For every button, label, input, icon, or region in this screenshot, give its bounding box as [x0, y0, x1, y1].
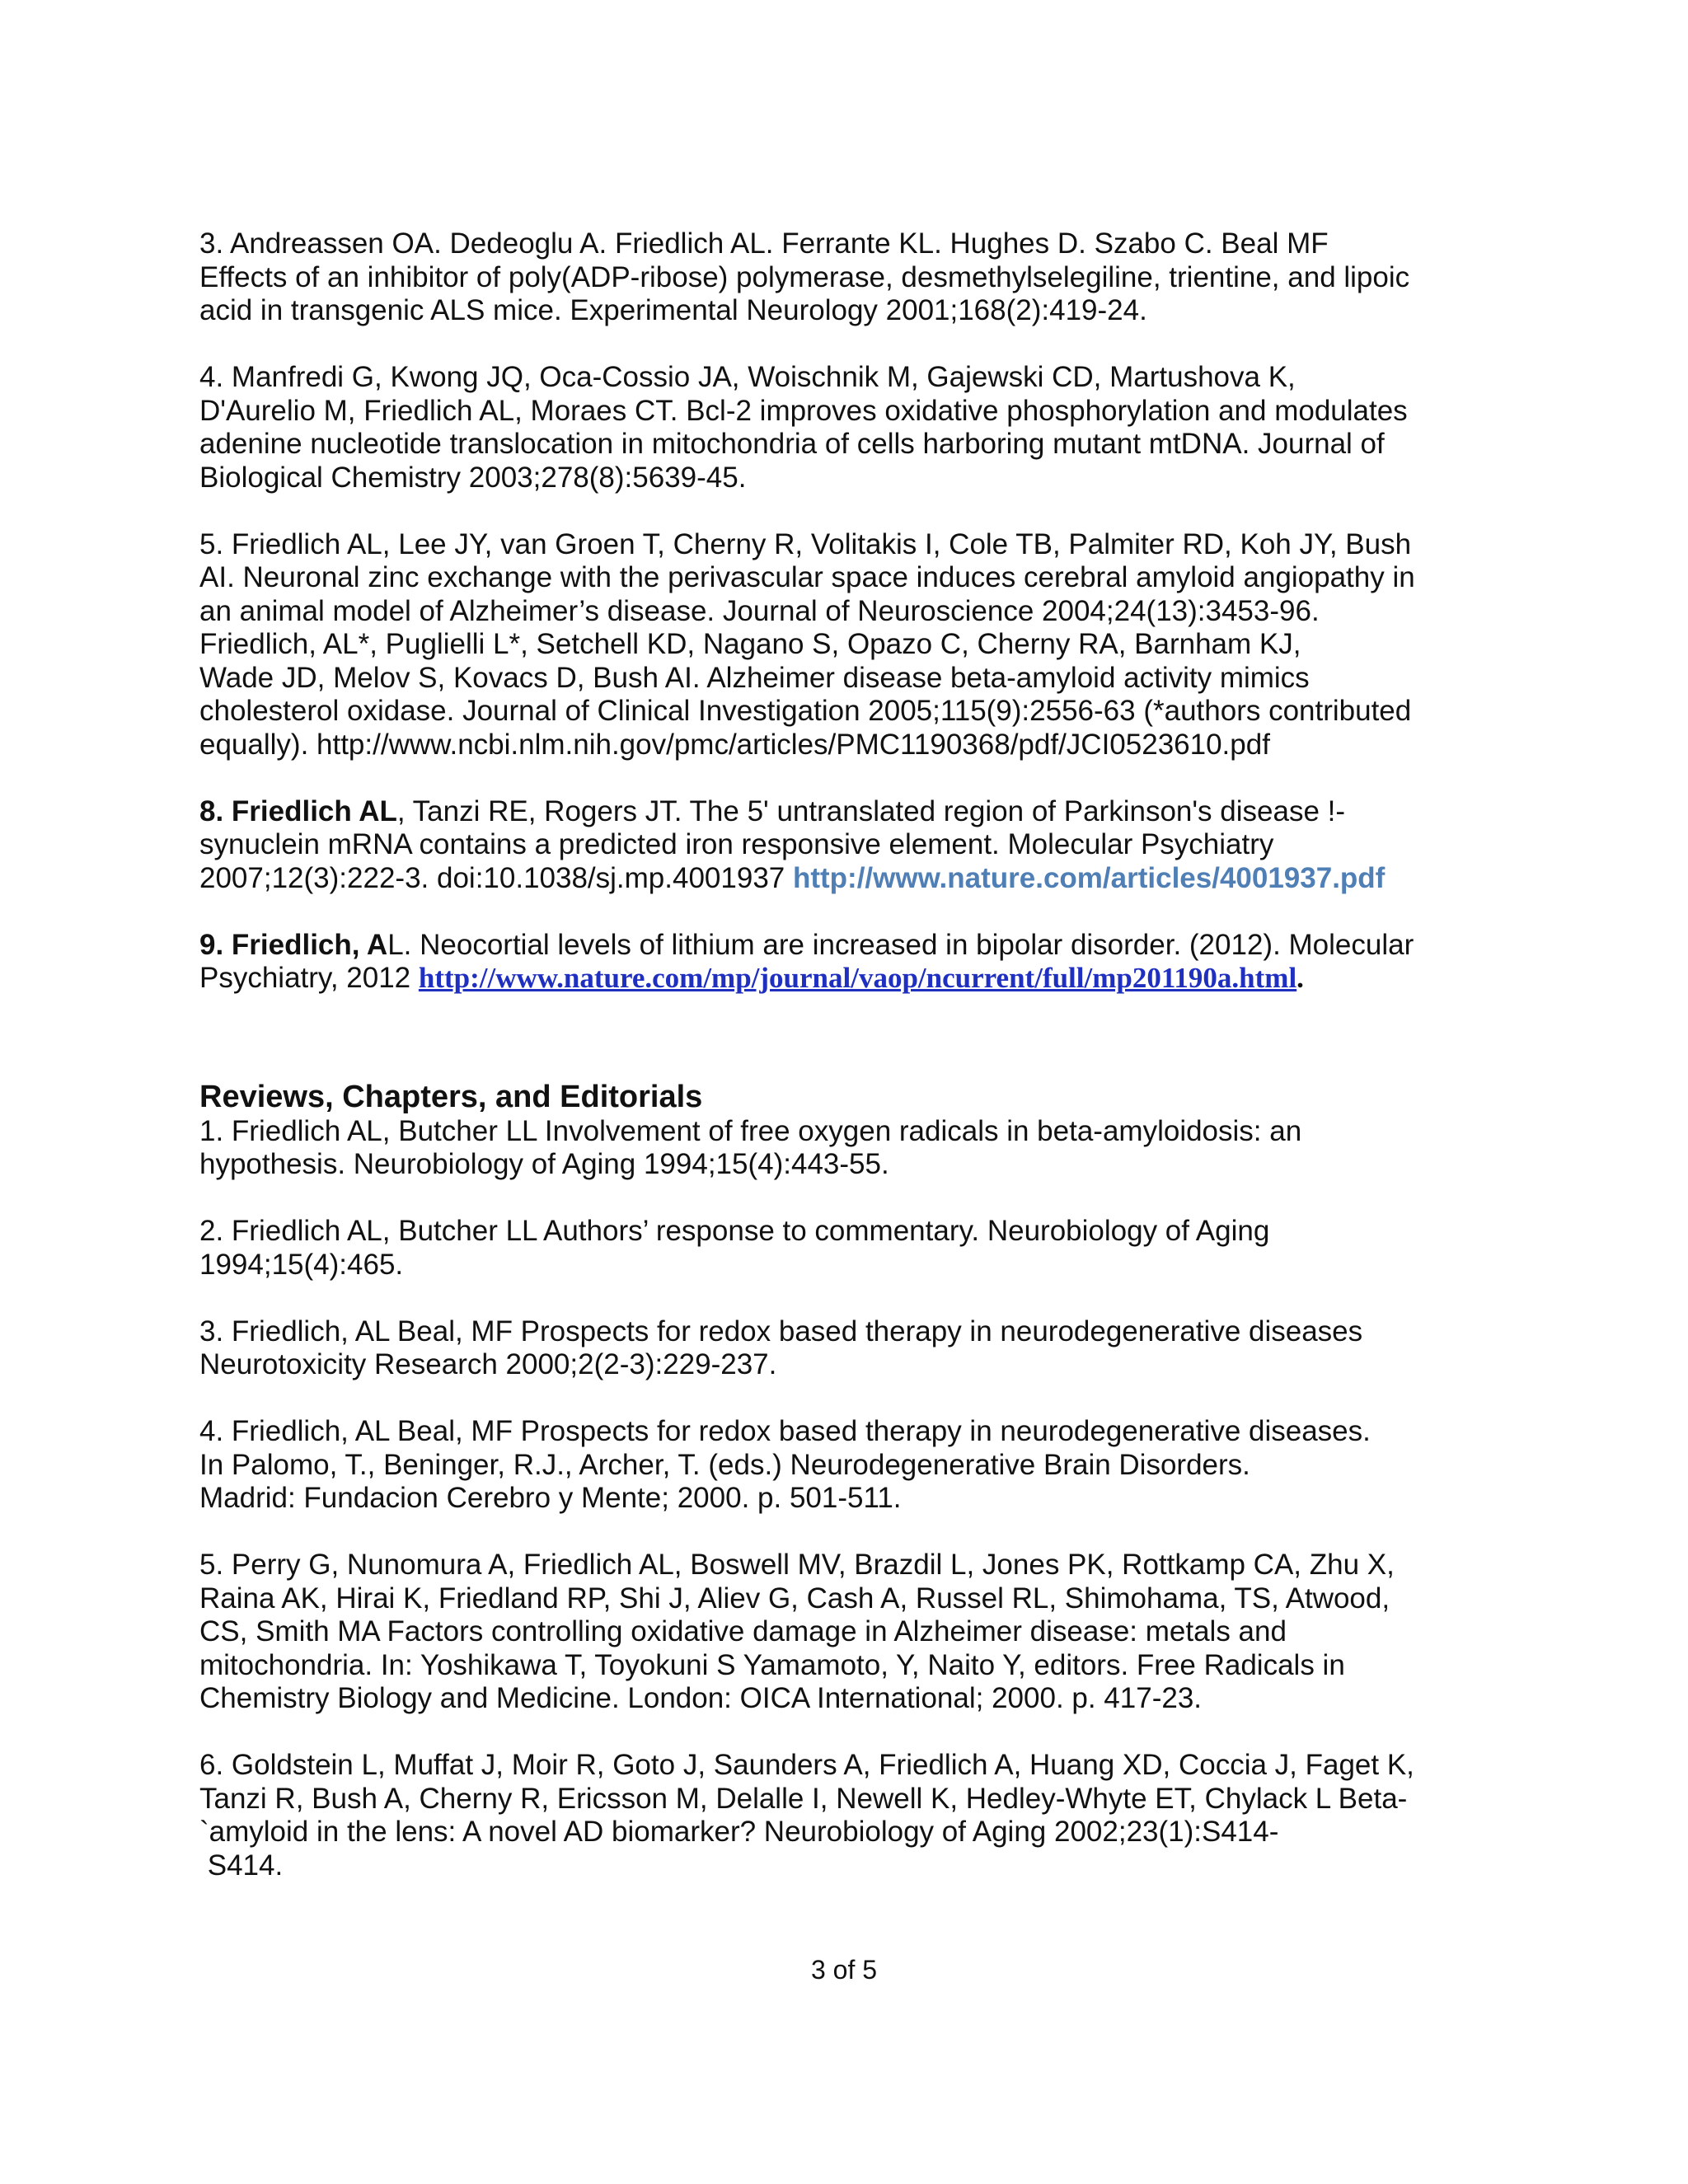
- publication-entry-5: [199, 528, 1502, 762]
- entry-line: adenine nucleotide translocation in mitochondria of cells harboring mutant mtDNA. Journal of: [199, 428, 1385, 460]
- publication-entry-4: [199, 361, 1502, 494]
- author-bold: 8. Friedlich AL: [199, 794, 397, 827]
- entry-line: Wade JD, Melov S, Kovacs D, Bush AI. Alzheimer disease beta-amyloid activity mimics: [199, 661, 1310, 694]
- entry-line: 6. Goldstein L, Muffat J, Moir R, Goto J, Saunders A, Friedlich A, Huang XD, Coccia J, Faget K,: [199, 1749, 1414, 1781]
- entry-line: 3. Friedlich, AL Beal, MF Prospects for redox based therapy in neurodegenerative diseases: [199, 1315, 1363, 1347]
- review-entry-3: [199, 1315, 1502, 1382]
- entry-line: hypothesis. Neurobiology of Aging 1994;15(4):443-55.: [199, 1148, 889, 1180]
- review-entry-6: [199, 1749, 1502, 1882]
- entry-line: [199, 862, 1502, 896]
- entry-line: [199, 929, 1502, 963]
- entry-line: 2. Friedlich AL, Butcher LL Authors’ response to commentary. Neurobiology of Aging: [199, 1215, 1270, 1247]
- review-entry-4: [199, 1415, 1502, 1516]
- entry-line: [199, 795, 1502, 829]
- pdf-link[interactable]: http://www.nature.com/articles/4001937.pdf: [792, 861, 1386, 894]
- entry-line: mitochondria. In: Yoshikawa T, Toyokuni S Yamamoto, Y, Naito Y, editors. Free Radicals in: [199, 1648, 1345, 1681]
- review-entry-5: [199, 1549, 1502, 1716]
- entry-line: synuclein mRNA contains a predicted iron responsive element. Molecular Psychiatry: [199, 828, 1274, 860]
- entry-line: an animal model of Alzheimer’s disease. Journal of Neuroscience 2004;24(13):3453-96.: [199, 594, 1320, 627]
- entry-line: 3. Andreassen OA. Dedeoglu A. Friedlich AL. Ferrante KL. Hughes D. Szabo C. Beal MF: [199, 227, 1329, 260]
- entry-line: Effects of an inhibitor of poly(ADP-ribose) polymerase, desmethylselegiline, trientine, and lipoic: [199, 260, 1410, 293]
- entry-text: Psychiatry, 2012: [199, 962, 419, 994]
- entry-line: D'Aurelio M, Friedlich AL, Moraes CT. Bcl-2 improves oxidative phosphorylation and modulates: [199, 394, 1408, 427]
- entry-line: Tanzi R, Bush A, Cherny R, Ericsson M, Delalle I, Newell K, Hedley-Whyte ET, Chylack L Beta-: [199, 1782, 1408, 1815]
- entry-line: cholesterol oxidase. Journal of Clinical Investigation 2005;115(9):2556-63 (*authors contributed: [199, 695, 1412, 727]
- entry-line: Chemistry Biology and Medicine. London: OICA International; 2000. p. 417-23.: [199, 1682, 1203, 1714]
- section-heading: Reviews, Chapters, and Editorials: [199, 1079, 703, 1114]
- entry-line: acid in transgenic ALS mice. Experimental Neurology 2001;168(2):419-24.: [199, 294, 1147, 326]
- entry-line: equally). http://www.ncbi.nlm.nih.gov/pmc/articles/PMC1190368/pdf/JCI0523610.pdf: [199, 728, 1270, 761]
- entry-line: Friedlich, AL*, Puglielli L*, Setchell KD, Nagano S, Opazo C, Cherny RA, Barnham KJ,: [199, 628, 1301, 660]
- entry-text: 2007;12(3):222-3. doi:10.1038/sj.mp.4001937: [199, 861, 793, 894]
- publication-entry-8: [199, 795, 1502, 896]
- entry-line: Neurotoxicity Research 2000;2(2-3):229-237.: [199, 1348, 777, 1380]
- entry-line: In Palomo, T., Beninger, R.J., Archer, T. (eds.) Neurodegenerative Brain Disorders.: [199, 1448, 1250, 1481]
- entry-text: , Tanzi RE, Rogers JT. The 5' untranslated region of Parkinson's disease !-: [396, 794, 1346, 827]
- entry-line: S414.: [199, 1849, 284, 1882]
- entry-line: [199, 962, 1502, 996]
- entry-line: AI. Neuronal zinc exchange with the perivascular space induces cerebral amyloid angiopathy in: [199, 561, 1415, 593]
- document-page: [199, 227, 1502, 1882]
- entry-line: `amyloid in the lens: A novel AD biomarker? Neurobiology of Aging 2002;23(1):S414-: [199, 1816, 1279, 1848]
- entry-line: 4. Manfredi G, Kwong JQ, Oca-Cossio JA, Woischnik M, Gajewski CD, Martushova K,: [199, 361, 1296, 393]
- author-bold: 9. Friedlich, A: [199, 928, 388, 961]
- page-number: 3 of 5: [810, 1955, 878, 1985]
- review-entry-1: [199, 1115, 1502, 1182]
- entry-line: Biological Chemistry 2003;278(8):5639-45.: [199, 461, 747, 494]
- review-entry-2: [199, 1215, 1502, 1282]
- entry-text: L. Neocortial levels of lithium are increased in bipolar disorder. (2012). Molecular: [387, 928, 1414, 961]
- entry-line: CS, Smith MA Factors controlling oxidative damage in Alzheimer disease: metals and: [199, 1615, 1287, 1647]
- entry-line: 1. Friedlich AL, Butcher LL Involvement of free oxygen radicals in beta-amyloidosis: an: [199, 1114, 1302, 1147]
- entry-line: Madrid: Fundacion Cerebro y Mente; 2000. p. 501-511.: [199, 1482, 902, 1514]
- entry-line: 4. Friedlich, AL Beal, MF Prospects for redox based therapy in neurodegenerative diseases.: [199, 1415, 1371, 1447]
- entry-line: Raina AK, Hirai K, Friedland RP, Shi J, Aliev G, Cash A, Russel RL, Shimohama, TS, Atwood,: [199, 1582, 1390, 1615]
- entry-end-punct: .: [1296, 962, 1304, 994]
- article-link[interactable]: http://www.nature.com/mp/journal/vaop/ncurrent/full/mp201190a.html: [418, 962, 1297, 994]
- entry-line: 1994;15(4):465.: [199, 1248, 404, 1281]
- entry-line: 5. Friedlich AL, Lee JY, van Groen T, Cherny R, Volitakis I, Cole TB, Palmiter RD, Koh JY, Bush: [199, 527, 1412, 560]
- entry-line: 5. Perry G, Nunomura A, Friedlich AL, Boswell MV, Brazdil L, Jones PK, Rottkamp CA, Zhu X,: [199, 1549, 1395, 1581]
- publication-entry-9: [199, 929, 1502, 996]
- publication-entry-3: [199, 227, 1502, 328]
